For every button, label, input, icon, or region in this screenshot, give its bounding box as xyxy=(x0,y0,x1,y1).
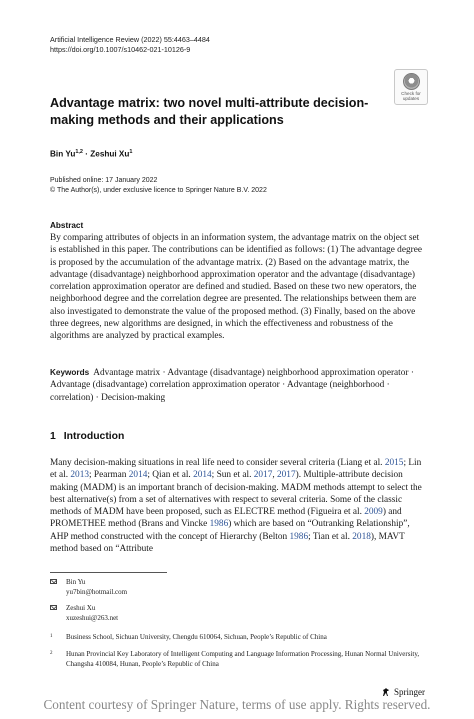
section-heading xyxy=(50,431,124,442)
citation-link[interactable]: 2013 xyxy=(70,470,89,481)
author-list xyxy=(50,149,132,159)
citation-link[interactable]: 2018 xyxy=(352,531,371,542)
keywords-block xyxy=(50,367,426,404)
affiliation xyxy=(50,633,426,643)
author-name[interactable]: Zeshui Xu xyxy=(90,149,130,159)
courtesy-notice: Content courtesy of Springer Nature, terms of use apply. Rights reserved. xyxy=(43,697,431,712)
abstract-text: By comparing attributes of objects in an information system, the advantage matrix on the object set is established in this paper. The contributions can be identified as follows: (1) The advantage degree is proposed by the accumulation of the advantage matrix. (2) Based on the advantage matrix, the advantage (disadvantage) neighborhood approximation operator and the advantage (disadvantage) correlation approximation operator are defined and studied. Based on these two new operators, the neighborhood degree and the correlation degree are presented. The relationships between them are also investigated to demonstrate the value of the proposed method. (3) Finally, based on the above three degrees, new algorithms are designed, in which the effectiveness and robustness of the algorithms are analyzed by practical examples. xyxy=(50,233,422,342)
copyright-notice: © The Author(s), under exclusive licence to Springer Nature B.V. 2022 xyxy=(50,187,267,194)
publication-info xyxy=(50,176,267,196)
affiliation-text: Business School, Sichuan University, Chengdu 610064, Sichuan, People’s Republic of China xyxy=(66,633,327,641)
citation-link[interactable]: 1986 xyxy=(209,519,229,530)
introduction-paragraph: Many decision-making situations in real life need to consider several criteria (Liang et al. 2015; Lin et al. 2013; Pearman 2014; Qian et al. 2014; Sun et al. 2017, 2017). Multiple-attribute decision making (MADM) is an important branch of decision-making. MADM methods attempt to select the best alternative(s) from a set of alternatives with respect to several criteria. Some of the classic methods of MADM have been proposed, such as ELECTRE method (Figueira et al. 2009) and PROMETHEE method (Brans and Vincke 1986) which are based on “Outranking Relationship”, AHP method constructed with the concept of Hierarchy (Belton 1986; Tian et al. 2018), MAVT method based on “Attribute xyxy=(50,458,422,555)
author-affiliation-marker: 1,2 xyxy=(75,149,83,155)
contact-email[interactable]: yu7bin@hotmail.com xyxy=(66,588,128,596)
springer-horse-icon xyxy=(381,687,391,697)
contact-name: Zeshui Xu xyxy=(66,604,96,612)
citation-link[interactable]: 2015 xyxy=(384,458,404,468)
journal-header xyxy=(50,35,210,55)
affiliation-number: 1 xyxy=(50,634,53,639)
citation-link[interactable]: 2009 xyxy=(364,507,383,518)
citation-link[interactable]: 2014 xyxy=(193,470,212,481)
contact-entry xyxy=(50,577,127,597)
section-title: Introduction xyxy=(63,431,125,442)
citation-link[interactable]: 2017 xyxy=(277,470,296,481)
publisher-name: Springer xyxy=(394,687,425,697)
check-for-updates-badge[interactable]: Check for updates xyxy=(394,69,428,105)
paper-title: Advantage matrix: two novel multi-attribute decision-making methods and their applications xyxy=(50,96,369,127)
section-number: 1 xyxy=(50,431,56,442)
contact-name: Bin Yu xyxy=(66,578,86,586)
author-name[interactable]: Bin Yu xyxy=(50,149,76,159)
check-updates-icon xyxy=(403,73,420,90)
citation-link[interactable]: 2017 xyxy=(253,470,273,481)
keywords-label: Keywords xyxy=(50,368,90,377)
contact-email[interactable]: xuzeshui@263.net xyxy=(66,614,119,622)
author-separator: · xyxy=(82,149,91,159)
contact-entry xyxy=(50,603,118,623)
affiliation-number: 2 xyxy=(50,651,53,656)
doi-link[interactable]: https://doi.org/10.1007/s10462-021-10126-9 xyxy=(50,45,191,54)
abstract-heading: Abstract xyxy=(50,221,84,230)
affiliation xyxy=(50,650,426,669)
journal-citation: Artificial Intelligence Review (2022) 55:4463–4484 xyxy=(50,35,210,44)
publisher-logo xyxy=(381,687,425,697)
keywords-text: Advantage matrix · Advantage (disadvantage) neighborhood approximation operator · Advantage (disadvantage) correlation approximation operator · Advantage (neighborhood · correlation) · Decision-making xyxy=(50,368,414,403)
published-date: Published online: 17 January 2022 xyxy=(50,177,158,184)
affiliation-text: Hunan Provincial Key Laboratory of Intelligent Computing and Language Information Processing, Hunan Normal University, Changsha 410084, Hunan, People’s Republic of China xyxy=(66,650,420,668)
envelope-icon xyxy=(50,579,57,584)
envelope-icon xyxy=(50,605,57,610)
author-affiliation-marker: 1 xyxy=(129,149,133,155)
footnote-divider xyxy=(50,572,167,573)
citation-link[interactable]: 1986 xyxy=(289,531,309,542)
citation-link[interactable]: 2014 xyxy=(128,470,148,481)
